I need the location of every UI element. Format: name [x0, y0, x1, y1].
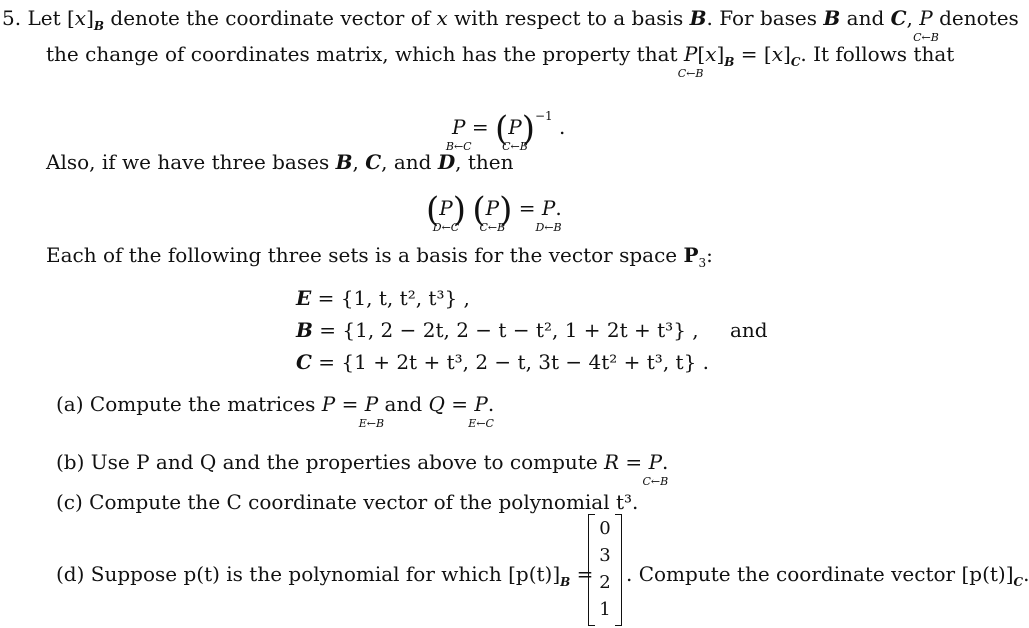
composition-equation: (P D←C ) (P C←B ) = P D←B . — [426, 190, 562, 234]
also-text: , and — [381, 150, 438, 174]
part-a-label: (a) — [56, 392, 84, 416]
part-d-text: Suppose p(t) is the polynomial for which [p(t)] — [90, 562, 561, 586]
part-c — [56, 490, 638, 514]
part-b-text: Use P and Q and the properties above to compute — [90, 450, 605, 474]
set-C-value: {1 + 2t + t³, 2 − t, 3t − 4t² + t³, t} . — [341, 350, 710, 374]
intro-text: Let — [27, 6, 67, 30]
part-b: (b) Use P and Q and the properties above to compute R = P C←B . — [56, 450, 669, 488]
part-a: (a) Compute the matrices P = P E←B and Q = P E←C . — [56, 392, 495, 430]
each-line: Each of the following three sets is a basis for the vector space $P_3$: — [46, 243, 713, 270]
also-text: , then — [455, 150, 514, 174]
part-d-text: . Compute the coordinate vector [p(t)] — [626, 562, 1014, 586]
set-E-value: {1, t, t², t³} , — [340, 286, 470, 310]
also-line: Also, if we have three bases B, C, and D, then — [46, 150, 514, 174]
part-d: (d) Suppose p(t) is the polynomial for which $[p(t)]_B$ = — [56, 562, 594, 589]
problem-line-2: the change of coordinates matrix, which has the property that P C←B $[x]_B = [x]_C$. It follows that — [46, 42, 955, 80]
inverse-equation: P B←C = (P C←B )$^{-1}$ . — [445, 109, 566, 153]
coordinate-matrix — [588, 514, 622, 626]
change-matrix-symbol: P C←B — [677, 42, 704, 80]
part-a-text: Compute the matrices — [89, 392, 322, 416]
problem-number: 5. — [2, 6, 22, 30]
intro-text: denotes — [932, 6, 1019, 30]
intro-text: the change of coordinates matrix, which has the property that — [46, 42, 684, 66]
part-a-text: and — [378, 392, 429, 416]
and-word: and — [730, 318, 768, 342]
matrix-entry: 2 — [599, 572, 611, 593]
matrix-entry: 3 — [599, 545, 611, 566]
part-c-label: (c) — [56, 490, 83, 514]
intro-text: . It follows that — [800, 42, 955, 66]
part-b-label: (b) — [56, 450, 85, 474]
intro-text: denote the coordinate vector of — [104, 6, 437, 30]
part-d-label: (d) — [56, 562, 85, 586]
set-C: C = {1 + 2t + t³, 2 − t, 3t − 4t² + t³, t} . — [296, 350, 710, 374]
also-text: Also, if we have three bases — [46, 150, 336, 174]
intro-text: . For bases — [706, 6, 824, 30]
set-B-value: {1, 2 − 2t, 2 − t − t², 1 + 2t + t³} , — [342, 318, 699, 342]
part-c-text: Compute the C coordinate vector of the polynomial t³. — [89, 490, 639, 514]
matrix-entry: 0 — [599, 518, 611, 539]
change-matrix-symbol: P C←B — [913, 6, 939, 44]
set-E: E = {1, t, t², t³} , — [296, 286, 470, 310]
problem-line-1: 5. Let $[x]_B$ denote the coordinate vector of x with respect to a basis B. For bases B and C, P C←B denotes — [2, 6, 1019, 44]
matrix-entry: 1 — [599, 599, 611, 620]
intro-text: with respect to a basis — [447, 6, 690, 30]
coord-vector-notation: $[x]_B$ — [66, 6, 105, 33]
part-d-tail: . Compute the coordinate vector $[p(t)]_C$. — [626, 562, 1029, 589]
set-B: B = {1, 2 − 2t, 2 − t − t², 1 + 2t + t³} , — [296, 318, 699, 342]
intro-text: and — [840, 6, 891, 30]
intro-text: , — [906, 6, 920, 30]
each-text: Each of the following three sets is a basis for the vector space — [46, 243, 684, 267]
